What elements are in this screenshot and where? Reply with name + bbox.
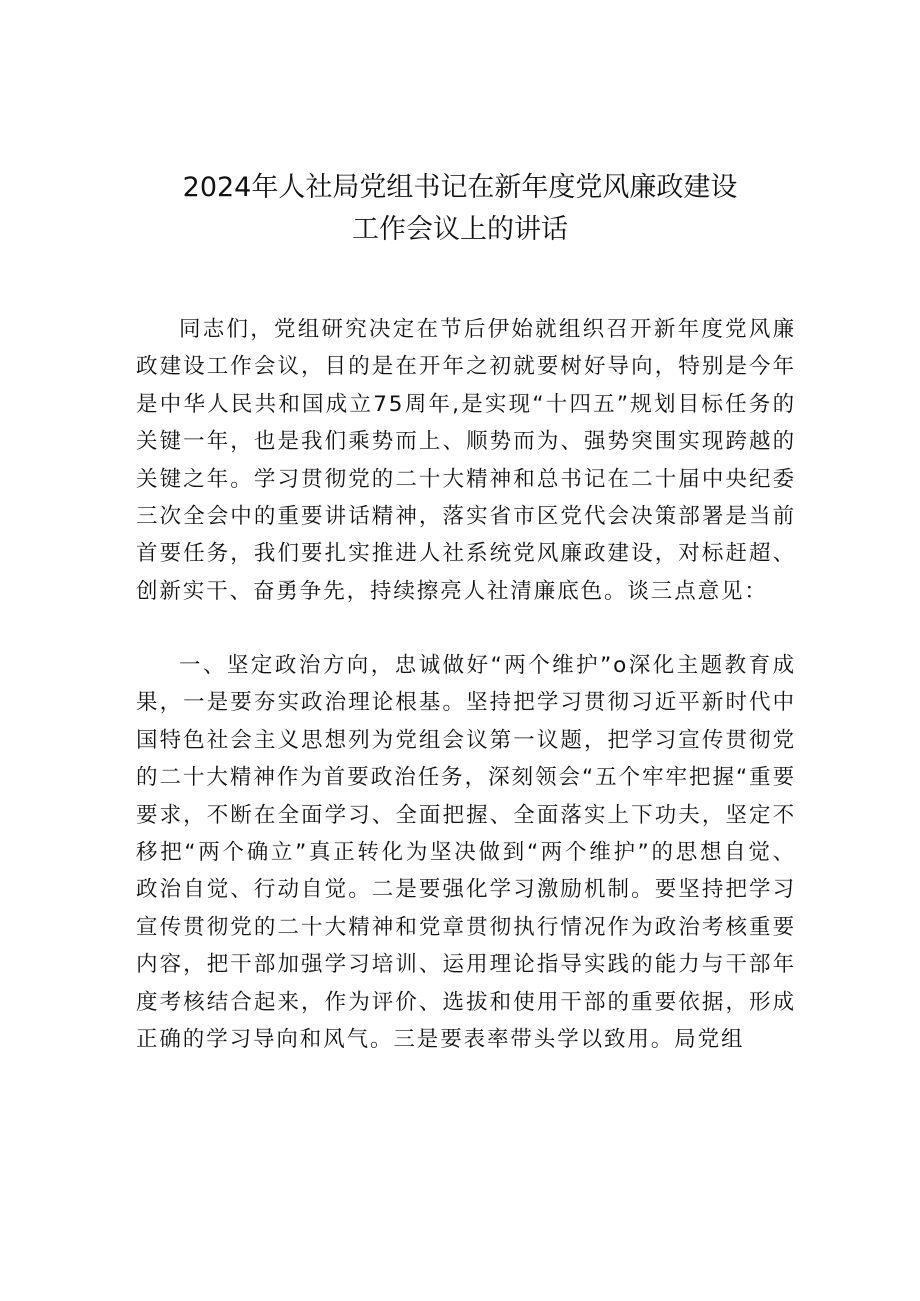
body-paragraph-2-container [136,647,796,1058]
body-paragraph-1-container [136,311,796,610]
document-title-line-2: 工作会议上的讲话 [352,214,568,245]
document-title-line-1: 2024年人社局党组书记在新年度党风廉政建设 [182,172,738,203]
body-paragraph-1: 同志们，党组研究决定在节后伊始就组织召开新年度党风廉政建设工作会议，目的是在开年之初就要树好导向，特别是今年是中华人民共和国成立75周年,是实现“十四五”规划目标任务的关键一年，也是我们乘势而上、顺势而为、强势突围实现跨越的关键之年。学习贯彻党的二十大精神和总书记在二十届中央纪委三次全会中的重要讲话精神，落实省市区党代会决策部署是当前首要任务，我们要扎实推进人社系统党风廉政建设，对标赶超、创新实干、奋勇争先，持续擦亮人社清廉底色。谈三点意见： [136,317,796,604]
body-paragraph-2: 一、坚定政治方向，忠诚做好“两个维护”o深化主题教育成果，一是要夯实政治理论根基。坚持把学习贯彻习近平新时代中国特色社会主义思想列为党组会议第一议题，把学习宣传贯彻党的二十大精神作为首要政治任务，深刻领会“五个牢牢把握“重要要求，不断在全面学习、全面把握、全面落实上下功夫，坚定不移把“两个确立”真正转化为坚决做到“两个维护”的思想自觉、政治自觉、行动自觉。二是要强化学习激励机制。要坚持把学习宣传贯彻党的二十大精神和党章贯彻执行情况作为政治考核重要内容，把干部加强学习培训、运用理论指导实践的能力与干部年度考核结合起来，作为评价、选拔和使用干部的重要依据，形成正确的学习导向和风气。三是要表率带头学以致用。局党组 [136,653,796,1053]
